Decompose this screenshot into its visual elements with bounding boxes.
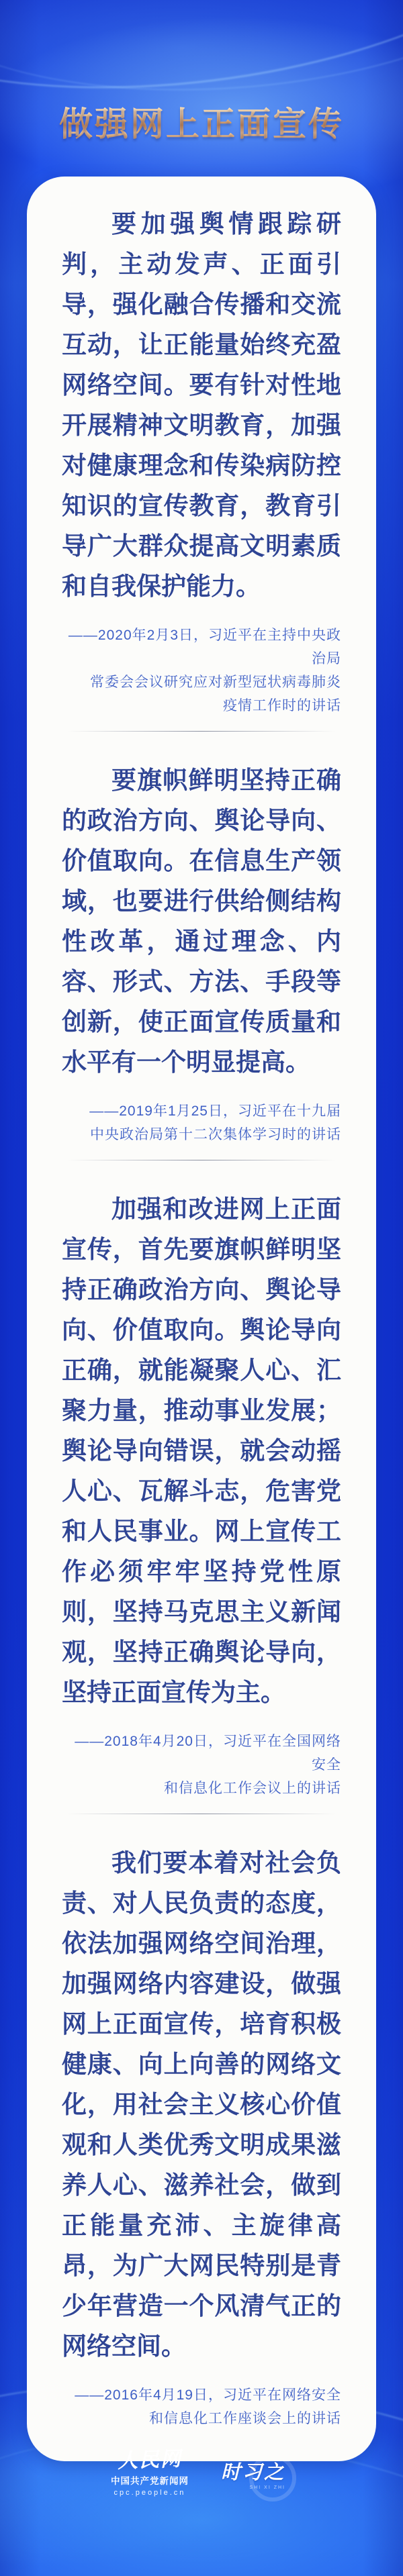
quote-source — [62, 1099, 341, 1146]
peoples-daily-script-logo: 人民网 — [117, 2448, 183, 2473]
quote-source — [62, 624, 341, 717]
shixizhi-logo: 时习之 — [220, 2461, 285, 2483]
quote-source — [62, 2383, 341, 2430]
quote-text: 加强和改进网上正面宣传，首先要旗帜鲜明坚持正确政治方向、舆论导向、价值取向。舆论导向正确，就能凝聚人心、汇聚力量，推动事业发展；舆论导向错误，就会动摇人心、瓦解斗志，危害党和人民事业。网上宣传工作必须牢牢坚持党性原则，坚持马克思主义新闻观，坚持正确舆论导向，坚持正面宣传为主。 — [62, 1196, 341, 1707]
source-line: ——2019年1月25日，习近平在十九届 — [89, 1103, 341, 1119]
quote-block-3 — [62, 1190, 341, 1800]
source-line: ——2016年4月19日，习近平在网络安全 — [75, 2387, 341, 2403]
shixizhi-logo-block — [214, 2453, 292, 2494]
source-line: 和信息化工作会议上的讲话 — [164, 1781, 341, 1796]
footer-logos — [0, 2450, 403, 2497]
source-line: ——2018年4月20日，习近平在全国网络安全 — [75, 1734, 341, 1773]
quote-text: 要旗帜鲜明坚持正确的政治方向、舆论导向、价值取向。在信息生产领域，也要进行供给侧结构性改革，通过理念、内容、形式、方法、手段等创新，使正面宣传质量和水平有一个明显提高。 — [62, 767, 341, 1077]
shixizhi-logo-subtext: SHI XI ZHI — [249, 2485, 285, 2490]
quote-text: 要加强舆情跟踪研判，主动发声、正面引导，强化融合传播和交流互动，让正能量始终充盈网络空间。要有针对性地开展精神文明教育，加强对健康理念和传染病防控知识的宣传教育，教育引导广大群众提高文明素质和自我保护能力。 — [62, 211, 341, 601]
quote-block-1 — [62, 205, 341, 717]
quote-text: 我们要本着对社会负责、对人民负责的态度，依法加强网络空间治理，加强网络内容建设，做强网上正面宣传，培育积极健康、向上向善的网络文化，用社会主义核心价值观和人类优秀文明成果滋养人心、滋养社会，做到正能量充沛、主旋律高昂，为广大网民特别是青少年营造一个风清气正的网络空间。 — [62, 1850, 341, 2361]
source-line: 常委会会议研究应对新型冠状病毒肺炎 — [90, 675, 341, 690]
quote-block-2 — [62, 761, 341, 1146]
quote-card — [27, 177, 376, 2461]
source-line: 中央政治局第十二次集体学习时的讲话 — [90, 1127, 341, 1142]
light-streak — [0, 0, 403, 111]
section-divider — [67, 731, 336, 732]
peoples-daily-logo — [111, 2450, 189, 2497]
source-line: 和信息化工作座谈会上的讲话 — [149, 2411, 341, 2426]
quote-block-4 — [62, 1844, 341, 2430]
cpc-news-site-url: cpc.people.cn — [114, 2489, 186, 2497]
quote-source — [62, 1730, 341, 1800]
source-line: ——2020年2月3日，习近平在主持中央政治局 — [68, 628, 341, 666]
cpc-news-site-name: 中国共产党新闻网 — [110, 2476, 189, 2486]
source-line: 疫情工作时的讲话 — [223, 698, 341, 713]
poster-title: 做强网上正面宣传 — [0, 101, 403, 148]
